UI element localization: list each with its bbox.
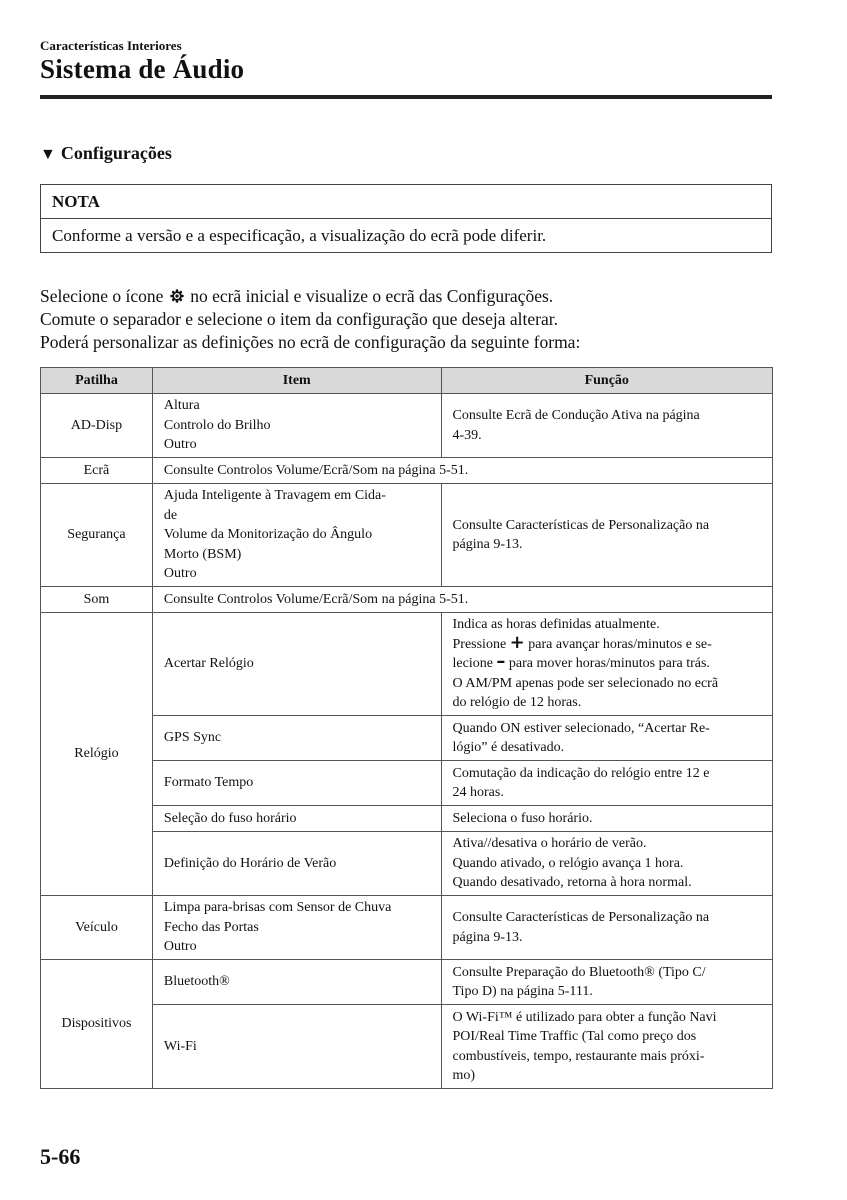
function-line: Consulte Ecrã de Condução Ativa na página (452, 408, 700, 424)
intro-line-2: Comute o separador e selecione o item da configuração que deseja alterar. (40, 309, 558, 329)
tab-cell-som: Som (41, 587, 153, 613)
table-header-row (41, 368, 773, 394)
function-cell (441, 394, 773, 458)
note-box (40, 184, 772, 253)
function-line: 24 horas. (452, 785, 504, 800)
function-cell (441, 960, 773, 1005)
item-cell (152, 394, 441, 458)
function-line: lógio” é desativado. (452, 740, 565, 755)
item-line: Outro (163, 939, 197, 955)
minus-icon: – (496, 651, 506, 673)
function-line: O Wi-Fi™ é utilizado para obter a função Navi (452, 1009, 717, 1025)
settings-table (40, 367, 773, 1089)
function-line: Ativa//desativa o horário de verão. (452, 836, 647, 852)
function-line: POI/Real Time Traffic (Tal como preço dos (452, 1029, 697, 1045)
item-cell: GPS Sync (152, 716, 441, 761)
function-text: para avançar horas/minutos e se- (528, 636, 712, 652)
function-cell (441, 613, 773, 716)
item-cell (152, 896, 441, 960)
intro-paragraph (40, 285, 580, 354)
function-line: Quando ativado, o relógio avança 1 hora. (452, 855, 684, 871)
function-line (452, 651, 764, 673)
function-line: do relógio de 12 horas. (452, 695, 582, 711)
function-cell (441, 484, 773, 587)
table-row (41, 484, 773, 587)
item-line: de (163, 507, 178, 523)
function-line: combustíveis, tempo, restaurante mais próxi- (452, 1048, 705, 1064)
item-cell: Formato Tempo (152, 761, 441, 806)
section-heading-label: Configurações (60, 143, 172, 163)
function-cell (441, 1005, 773, 1089)
tab-cell-veiculo: Veículo (41, 896, 153, 960)
header-item: Item (152, 368, 441, 394)
note-body: Conforme a versão e a especificação, a visualização do ecrã pode diferir. (52, 226, 547, 245)
tab-cell-ecra: Ecrã (41, 458, 153, 484)
plus-icon: + (509, 631, 525, 653)
running-header: Características Interiores (40, 38, 182, 53)
function-cell: Consulte Controlos Volume/Ecrã/Som na página 5-51. (152, 587, 772, 613)
item-cell: Seleção do fuso horário (152, 806, 441, 832)
table-row (41, 960, 773, 1005)
function-line: Consulte Preparação do Bluetooth® (Tipo C/ (452, 964, 706, 980)
tab-cell-relogio: Relógio (41, 613, 153, 896)
page-title: Sistema de Áudio (40, 54, 245, 84)
item-line: Limpa para-brisas com Sensor de Chuva (163, 900, 392, 916)
item-cell: Acertar Relógio (152, 613, 441, 716)
tab-cell-seguranca: Segurança (41, 484, 153, 587)
function-line: mo) (452, 1067, 476, 1083)
function-cell (441, 832, 773, 896)
header-rule (40, 95, 772, 99)
item-line: Volume da Monitorização do Ângulo (163, 527, 373, 543)
item-line: Outro (163, 566, 197, 582)
section-heading (40, 143, 172, 164)
table-row (41, 394, 773, 458)
function-line: O AM/PM apenas pode ser selecionado no ecrã (452, 675, 719, 691)
table-row (41, 613, 773, 716)
function-line: página 9-13. (452, 929, 523, 945)
function-text: lecione (452, 656, 493, 672)
function-cell (441, 716, 773, 761)
table-row (41, 458, 773, 484)
item-line: Morto (BSM) (163, 546, 242, 562)
item-cell: Wi-Fi (152, 1005, 441, 1089)
function-cell: Seleciona o fuso horário. (441, 806, 773, 832)
header-function: Função (441, 368, 773, 394)
function-line: Consulte Características de Personalização na (452, 517, 710, 533)
header-tab: Patilha (41, 368, 153, 394)
tab-cell-dispositivos: Dispositivos (41, 960, 153, 1089)
item-line: Altura (163, 398, 200, 414)
table-row (41, 896, 773, 960)
intro-line-3: Poderá personalizar as definições no ecrã de configuração da seguinte forma: (40, 332, 581, 352)
function-cell: Consulte Controlos Volume/Ecrã/Som na página 5-51. (152, 458, 772, 484)
function-line: Quando desativado, retorna à hora normal. (452, 875, 692, 891)
item-line: Fecho das Portas (163, 919, 259, 935)
intro-line-1 (40, 285, 580, 308)
function-line: 4-39. (452, 427, 482, 443)
item-line: Outro (163, 437, 197, 453)
function-line: Comutação da indicação do relógio entre 12 e (452, 765, 710, 781)
note-title: NOTA (41, 185, 771, 219)
function-cell (441, 896, 773, 960)
item-cell (152, 484, 441, 587)
item-line: Ajuda Inteligente à Travagem em Cida- (163, 488, 386, 504)
intro-line-1-start: Selecione o ícone (40, 286, 164, 306)
function-text: para mover horas/minutos para trás. (508, 656, 710, 672)
item-cell: Bluetooth® (152, 960, 441, 1005)
page-number: 5-66 (40, 1144, 81, 1169)
item-cell: Definição do Horário de Verão (152, 832, 441, 896)
function-text: Pressione (452, 636, 507, 652)
function-cell (441, 761, 773, 806)
function-line: Indica as horas definidas atualmente. (452, 617, 660, 633)
function-line: página 9-13. (452, 537, 523, 552)
tab-cell-ad-disp: AD-Disp (41, 394, 153, 458)
item-line: Controlo do Brilho (163, 417, 271, 433)
gear-icon (170, 289, 184, 303)
intro-line-1-end: no ecrã inicial e visualize o ecrã das Configurações. (190, 286, 554, 306)
function-line: Consulte Características de Personalização na (452, 910, 710, 926)
table-row (41, 587, 773, 613)
function-line: Tipo D) na página 5-111. (452, 984, 593, 999)
function-line: Quando ON estiver selecionado, “Acertar Re- (452, 720, 710, 736)
triangle-marker-icon: ▼ (40, 145, 56, 163)
